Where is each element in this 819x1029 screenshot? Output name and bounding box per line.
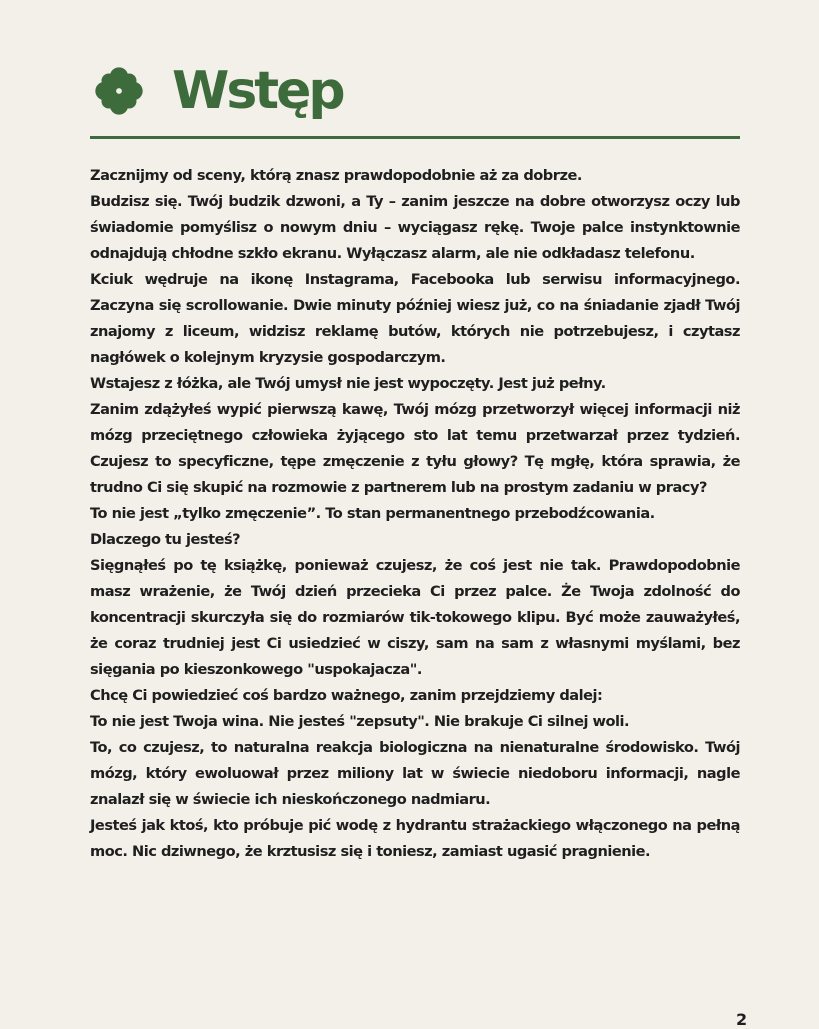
- paragraph: Dlaczego tu jesteś?: [90, 531, 241, 548]
- paragraph: Sięgnąłeś po tę książkę, ponieważ czujesz, że coś jest nie tak. Prawdopodobnie masz wrażenie, że Twój dzień przecieka Ci przez palce. Że Twoja zdolność do koncentracji skurczyła się do rozmiarów tik-tokowego klipu. Być może zauważyłeś, że coraz trudniej jest Ci usiedzieć w ciszy, sam na sam z własnymi myślami, bez sięgania po kieszonkowego "uspokajacza".: [90, 557, 740, 678]
- paragraph: Zacznijmy od sceny, którą znasz prawdopodobnie aż za dobrze.: [90, 167, 582, 184]
- paragraph: Jesteś jak ktoś, kto próbuje pić wodę z hydrantu strażackiego włączonego na pełną moc. Nic dziwnego, że krztusisz się i toniesz, zamiast ugasić pragnienie.: [90, 817, 740, 860]
- paragraph: Zanim zdążyłeś wypić pierwszą kawę, Twój mózg przetworzył więcej informacji niż mózg przeciętnego człowieka żyjącego sto lat temu przetwarzał przez tydzień. Czujesz to specyficzne, tępe zmęczenie z tyłu głowy? Tę mgłę, która sprawia, że trudno Ci się skupić na rozmowie z partnerem lub na prostym zadaniu w pracy?: [90, 401, 740, 496]
- clover-icon: [90, 62, 148, 120]
- chapter-title: Wstęp: [172, 61, 343, 121]
- paragraph: To, co czujesz, to naturalna reakcja biologiczna na nienaturalne środowisko. Twój mózg, który ewoluował przez miliony lat w świecie niedoboru informacji, nagle znalazł się w świecie ich nieskończonego nadmiaru.: [90, 739, 740, 808]
- chapter-header: [90, 58, 343, 124]
- paragraph: To nie jest Twoja wina. Nie jesteś "zepsuty". Nie brakuje Ci silnej woli.: [90, 713, 630, 730]
- paragraph: Kciuk wędruje na ikonę Instagrama, Facebooka lub serwisu informacyjnego. Zaczyna się scrollowanie. Dwie minuty później wiesz już, co na śniadanie zjadł Twój znajomy z liceum, widzisz reklamę butów, których nie potrzebujesz, i czytasz nagłówek o kolejnym kryzysie gospodarczym.: [90, 271, 740, 366]
- paragraph: Budzisz się. Twój budzik dzwoni, a Ty – zanim jeszcze na dobre otworzysz oczy lub świadomie pomyślisz o nowym dniu – wyciągasz rękę. Twoje palce instynktownie odnajdują chłodne szkło ekranu. Wyłączasz alarm, ale nie odkładasz telefonu.: [90, 193, 740, 262]
- page-number: 2: [736, 1010, 748, 1029]
- chapter-body: [90, 163, 740, 865]
- paragraph: Wstajesz z łóżka, ale Twój umysł nie jest wypoczęty. Jest już pełny.: [90, 375, 606, 392]
- paragraph: To nie jest „tylko zmęczenie”. To stan permanentnego przebodźcowania.: [90, 505, 655, 522]
- paragraph: Chcę Ci powiedzieć coś bardzo ważnego, zanim przejdziemy dalej:: [90, 687, 603, 704]
- header-divider: [90, 136, 740, 139]
